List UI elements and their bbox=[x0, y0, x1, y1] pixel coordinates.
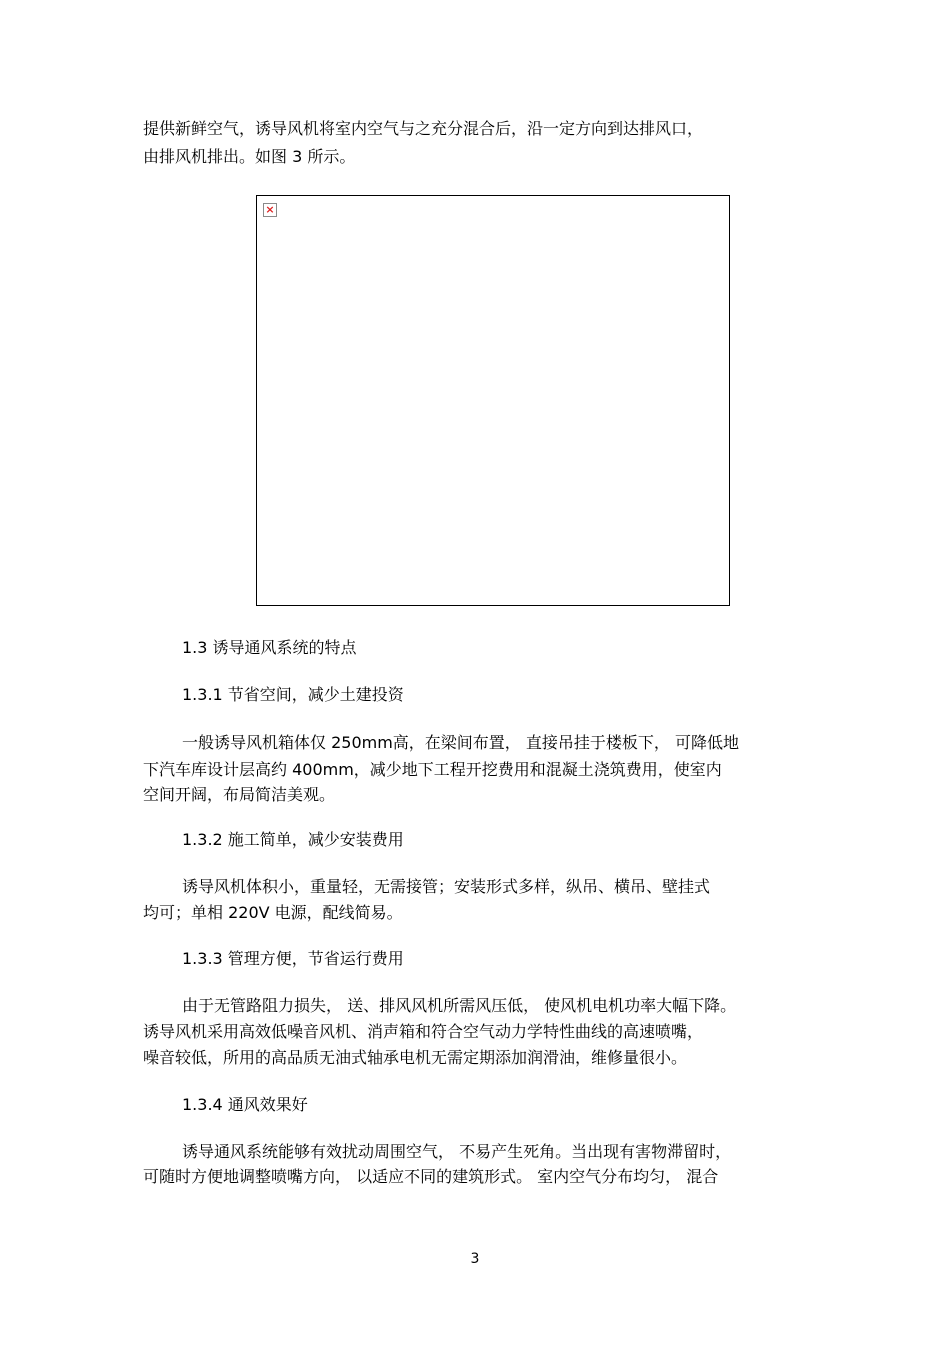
paragraph-line: 一般诱导风机箱体仅 250mm高，在梁间布置， 直接吊挂于楼板下， 可降低地 bbox=[182, 733, 739, 752]
subsection-heading: 1.3.3 管理方便，节省运行费用 bbox=[182, 949, 404, 968]
paragraph-line: 诱导通风系统能够有效扰动周围空气， 不易产生死角。当出现有害物滞留时， bbox=[182, 1142, 732, 1161]
page-number: 3 bbox=[470, 1251, 480, 1267]
paragraph-line: 均可；单相 220V 电源，配线简易。 bbox=[143, 903, 403, 922]
paragraph-line: 诱导风机体积小，重量轻，无需接管；安装形式多样，纵吊、横吊、壁挂式 bbox=[182, 877, 711, 896]
paragraph-line: 可随时方便地调整喷嘴方向， 以适应不同的建筑形式。 室内空气分布均匀， 混合 bbox=[143, 1167, 719, 1186]
paragraph-line: 提供新鲜空气，诱导风机将室内空气与之充分混合后，沿一定方向到达排风口， bbox=[143, 119, 704, 138]
figure-3-placeholder bbox=[256, 195, 730, 606]
broken-image-icon: × bbox=[263, 203, 277, 217]
paragraph-line: 诱导风机采用高效低噪音风机、消声箱和符合空气动力学特性曲线的高速喷嘴， bbox=[143, 1022, 704, 1041]
paragraph-line: 下汽车库设计层高约 400mm，减少地下工程开挖费用和混凝土浇筑费用，使室内 bbox=[143, 760, 722, 779]
subsection-heading: 1.3.4 通风效果好 bbox=[182, 1095, 308, 1114]
subsection-heading: 1.3.2 施工简单，减少安装费用 bbox=[182, 830, 404, 849]
paragraph-line: 由于无管路阻力损失， 送、排风风机所需风压低， 使风机电机功率大幅下降。 bbox=[182, 996, 737, 1015]
paragraph-line: 空间开阔，布局简洁美观。 bbox=[143, 785, 336, 804]
paragraph-line: 由排风机排出。如图 3 所示。 bbox=[143, 147, 356, 166]
subsection-heading: 1.3.1 节省空间，减少土建投资 bbox=[182, 685, 404, 704]
section-heading: 1.3 诱导通风系统的特点 bbox=[182, 638, 357, 657]
paragraph-line: 噪音较低，所用的高品质无油式轴承电机无需定期添加润滑油，维修量很小。 bbox=[143, 1048, 688, 1067]
